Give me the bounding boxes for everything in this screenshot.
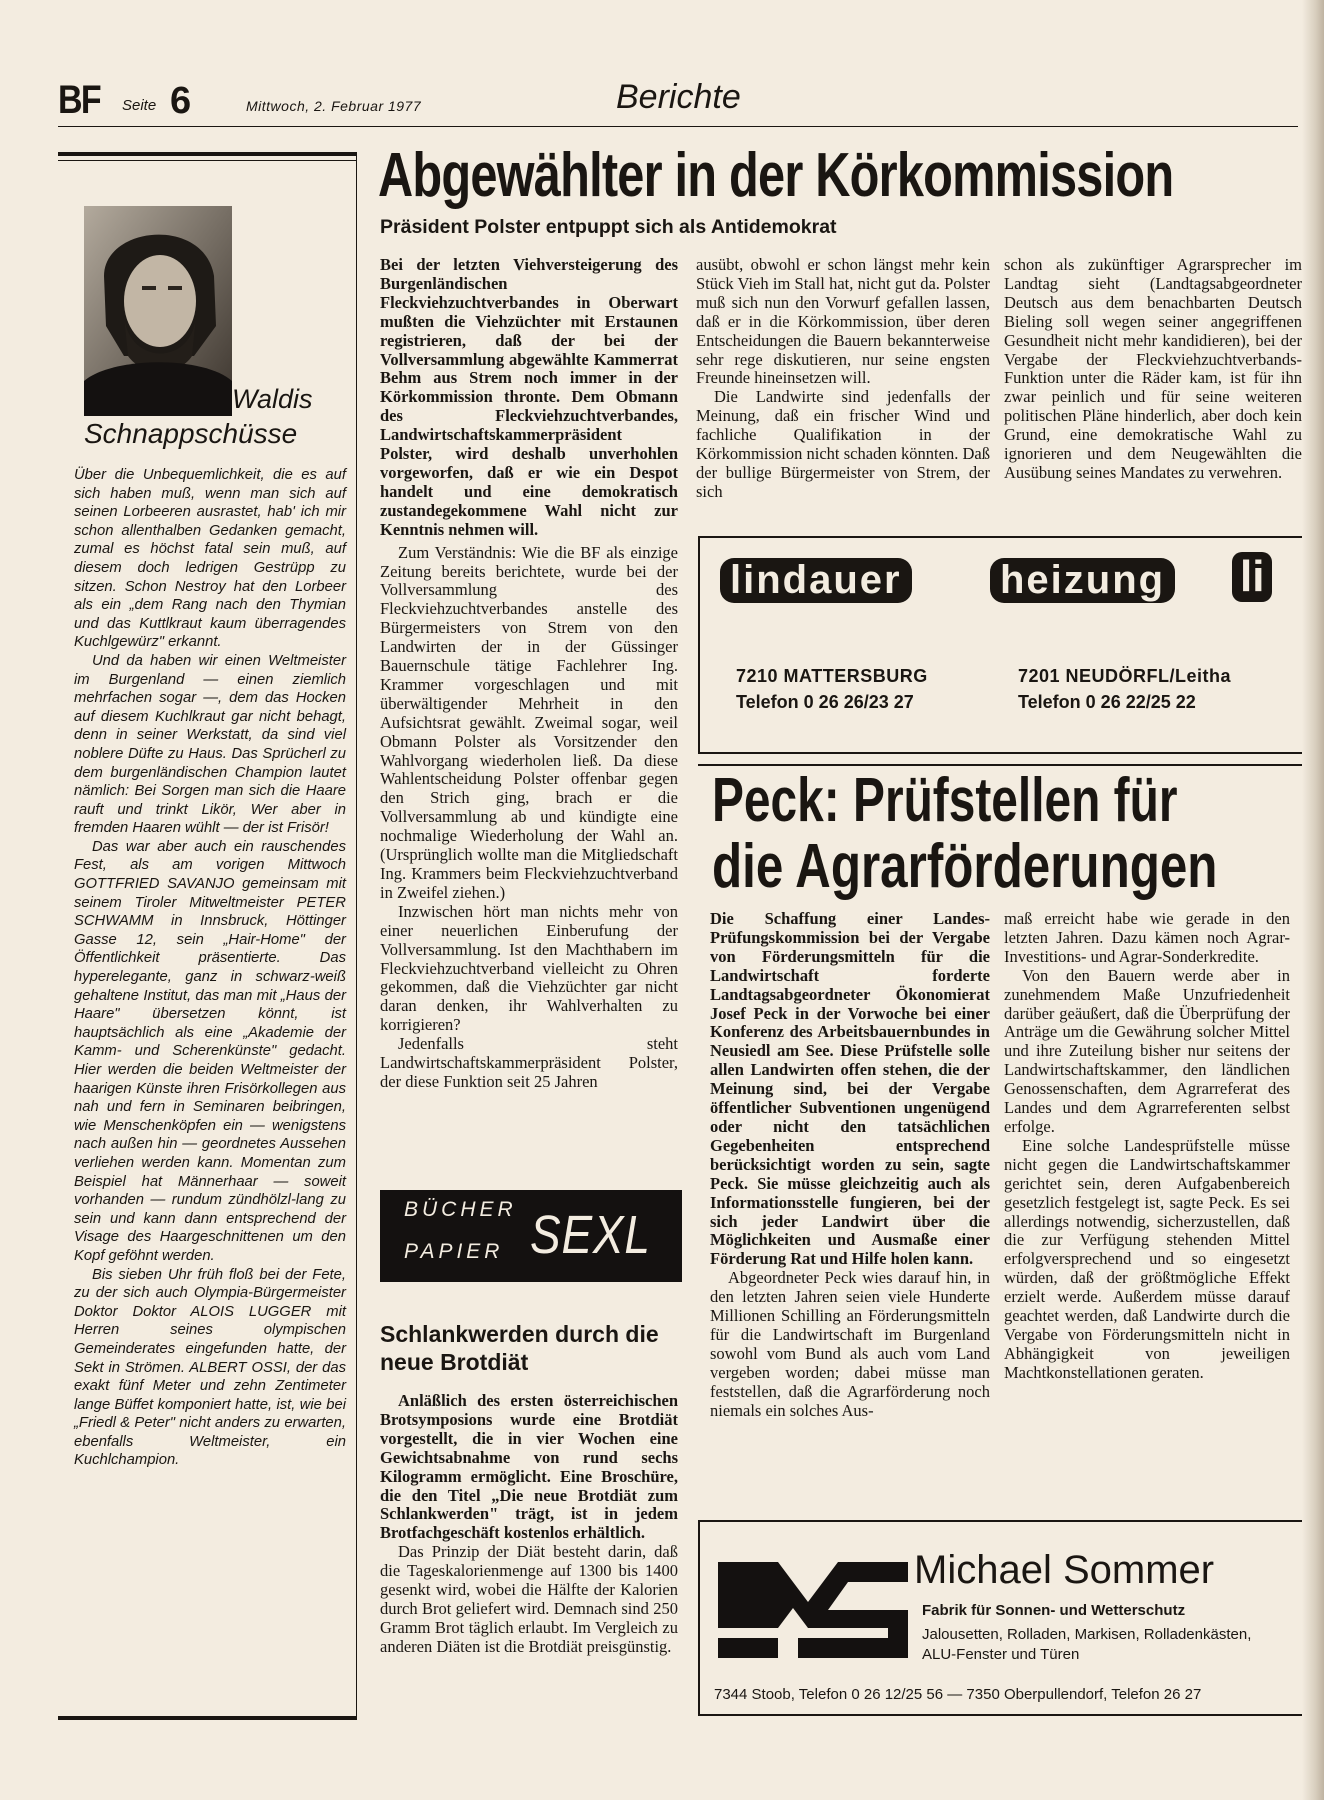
article3-headline-line2: die Agrarförderungen (712, 832, 1218, 901)
column-paragraph: Und da haben wir einen Weltmeister im Burgenland — einen ziemlich mehrfachen sogar —, dem das Hocken auf diesem Kuchlkraut gar nicht behagt, denn in seiner Werkstatt, da sind viel noblere Düfte zu Haus. Das Sprücherl zu dem burgenländischen Champion lautet nämlich: Bei Sorgen man sich die Haare rauft und trinkt Likör, Wer aber in fremden Haaren wühlt — der ist Frisör! (74, 652, 346, 837)
article1-subheadline: Präsident Polster entpuppt sich als Antidemokrat (380, 216, 837, 238)
columnist-photo (84, 206, 232, 416)
article3-paragraph: maß erreicht habe wie gerade in den letzten Jahren. Dazu kämen noch Agrar-Investitions- und Agrar-Sonderkredite. (1004, 909, 1290, 966)
article3-lead: Die Schaffung einer Landes-Prüfungskommission bei der Vergabe von Förderungsmitteln für die Landwirtschaft forderte Landtagsabgeordneter Ökonomierat Josef Peck in der Vorwoche bei einer Konferenz des Arbeitsbauernbundes in Neusiedl am See. Diese Prüfstelle solle allen Landwirten offen stehen, die der Meinung sind, bei der Vergabe öffentlicher Subventionen ungenügend oder nicht den tatsächlichen Gegebenheiten entsprechend berücksichtigt worden zu sein, sagte Peck. Sie müsse gleichzeitig auch als Informationsstelle fungieren, bei der sich jeder Landwirt über die Möglichkeiten und Ausmaße einer Förderung Rat und Hilfe holen kann. (710, 909, 990, 1269)
left-column-top-rule-thin (58, 160, 356, 161)
ad-lindauer-brand: lindauer (720, 558, 912, 603)
column-paragraph: Bis sieben Uhr früh floß bei der Fete, zu der sich auch Olympia-Bürgermeister Doktor Doktor ALOIS LUGGER mit Herren seines olympischen Gemeinderates eingefunden hatte, der Sekt in Strömen. ALBERT OSSI, der das exakt fünf Meter und zehn Zentimeter lange Büffet komponiert hatte, ist, wie bei „Friedl & Peter" nicht anders zu erwarten, ebenfalls Weltmeister, ein Kuchlchampion. (74, 1266, 346, 1469)
article3-column2 (1004, 910, 1290, 1383)
ad-lindauer-phone2: Telefon 0 26 22/25 22 (1018, 692, 1196, 712)
article3-paragraph: Abgeordneter Peck wies darauf hin, in den letzten Jahren seien viele Hunderte Millionen Schilling an Förderungsmitteln für die Landwirtschaft im Burgenland sowohl vom Bund als auch vom Land vergeben worden; dabei müsse man feststellen, daß die Agrarförderung noch niemals ein solches Aus- (710, 1268, 990, 1420)
article1-paragraph: Die Landwirte sind jedenfalls der Meinung, daß ein frischer Wind und fachliche Qualifikation in der Körkommission nicht schaden könnten. Daß der bullige Bürgermeister von Strem, der sich (696, 387, 990, 501)
left-column-top-rule (58, 152, 356, 156)
ad-sexl-line2: PAPIER (404, 1240, 504, 1263)
article3-paragraph: Eine solche Landesprüfstelle müsse nicht gegen die Landwirtschaftskammer gerichtet sein, deren Aufgabenbereich gesetzlich festgelegt ist, sagte Peck. Es sei allerdings notwendig, sicherzustellen, daß die zur Verfügung stehenden Mittel erfolgversprechend und so eingesetzt würden, daß der größtmögliche Effekt erzielt werde. Außerdem müsse darauf geachtet werden, daß Landwirte durch die Vergabe von Förderungsmitteln nicht in Abhängigkeit von jeweiligen Machtkonstellationen geraten. (1004, 1135, 1290, 1382)
ad-sexl-line1: BÜCHER (404, 1198, 517, 1221)
article1-headline: Abgewählter in der Körkommission (378, 141, 1174, 210)
masthead-rule (58, 126, 1298, 127)
column-divider (356, 152, 357, 1720)
article2-body (380, 1392, 678, 1657)
issue-date: Mittwoch, 2. Februar 1977 (246, 98, 422, 114)
ad-sommer-tagline: Fabrik für Sonnen- und Wetterschutz (922, 1602, 1186, 1619)
article2-paragraph: Das Prinzip der Diät besteht darin, daß die Tageskalorienmenge auf 1300 bis 1400 gesenkt wird, wobei die Hälfte der Kalorien durch Brot geliefert wird. Demnach sind 250 Gramm Brot täglich erlaubt. Im Vergleich zu anderen Diäten ist die Brotdiät preisgünstig. (380, 1542, 678, 1656)
page-number: 6 (170, 80, 192, 122)
seite-label: Seite (122, 97, 157, 114)
ms-logo-icon (718, 1562, 908, 1658)
paper-logo: BF (58, 78, 100, 122)
ad-sommer-products1: Jalousetten, Rolladen, Markisen, Rolladenkästen, (922, 1626, 1252, 1643)
column-paragraph: Über die Unbequemlichkeit, die es auf sich haben muß, wenn man sich auf seinen Lorbeeren ausrastet, hab' ich mir schon allenthalben Gedanken gemacht, zumal es höchst fatal sein muß, auf diesem doch ledrigen Gestrüpp zu sitzen. Schon Nestroy hat den Lorbeer als ein „dem Rang nach den Thymian und das Kuttlkraut kaum überragendes Kuchlgewürz" erkannt. (74, 467, 346, 651)
ad-michael-sommer (698, 1520, 1304, 1716)
ad-sexl-brand: SEXL (530, 1205, 651, 1265)
article1-paragraph: ausübt, obwohl er schon längst mehr kein Stück Vieh im Stall hat, nicht gut da. Polster muß sich nun den Vorwurf gefallen lassen, daß er in die Körkommission, über deren Entscheidungen die Bauern bekannterweise sehr rege diskutieren, nur seine engsten Freunde hineinsetzen will. (696, 255, 990, 388)
article3-headline-line1: Peck: Prüfstellen für (712, 766, 1178, 835)
ad-lindauer-phone1: Telefon 0 26 26/23 27 (736, 692, 914, 712)
ad-sexl (380, 1190, 682, 1282)
article3-paragraph: Von den Bauern werde aber in zunehmendem Maße Unzufriedenheit darüber geäußert, daß die Überprüfung der Anträge um die Gewährung solcher Mittel und ihre Zuteilung bisher nur seitens der Landwirtschaftskammer, den ländlichen Genossenschaften, dem Agrarreferat des Landes und dem Agrarreferenten selbst erfolge. (1004, 965, 1290, 1136)
article1-lead: Bei der letzten Viehversteigerung des Burgenländischen Fleckviehzuchtverbandes in Oberwart mußten die Viehzüchter mit Erstaunen registrieren, daß der bei der Vollversammlung abgewählte Kammerrat Behm aus Strem noch immer in der Körkommission thronte. Dem Obmann des Fleckviehzuchtverbandes, Landwirtschaftskammerpräsident Polster, wird deshalb unverhohlen vorgeworfen, daß er wie ein Despot handelt und eine demokratisch zustandegekommene Wahl nicht zur Kenntnis nehmen will. (380, 255, 678, 539)
column-title-schnappschuesse: Schnappschüsse (84, 418, 298, 449)
article1-column2 (696, 256, 990, 502)
ad-heizung-brand: heizung (990, 558, 1175, 603)
ad-lindauer-location1: 7210 MATTERSBURG (736, 666, 928, 686)
column-title-waldis: Waldis (232, 384, 313, 414)
article1-column3 (1004, 256, 1302, 483)
article3-column1 (710, 910, 990, 1420)
page-edge-shadow (1302, 0, 1324, 1800)
article2-lead: Anläßlich des ersten österreichischen Brotsymposions wurde eine Brotdiät vorgestellt, die in vier Wochen eine Gewichtsabnahme von rund sechs Kilogramm ermöglicht. Eine Broschüre, die den Titel „Die neue Brotdiät zum Schlankwerden" trägt, ist in jedem Brotfachgeschäft kostenlos erhältlich. (380, 1391, 678, 1543)
ad-lindauer-logo: li (1232, 552, 1272, 602)
ad-lindauer-heizung (698, 536, 1304, 754)
ad-sommer-name: Michael Sommer (914, 1548, 1215, 1592)
article1-paragraph: Jedenfalls steht Landwirtschaftskammerpräsident Polster, der diese Funktion seit 25 Jahren (380, 1034, 678, 1091)
article1-paragraph: Zum Verständnis: Wie die BF als einzige Zeitung bereits berichtete, wurde bei der Vollversammlung des Fleckviehzuchtverbandes anstelle des Bürgermeisters von Strem von den Landwirten der in der Güssinger Bauernschule tätige Fachlehrer Ing. Krammer vorgeschlagen und mit überwältigender Mehrheit in den Aufsichtsrat gewählt. Zweimal sogar, weil Obmann Polster als Vorsitzender den Wahlvorgang wiederholen ließ. Da diese Wahlentscheidung Polster offenbar gegen den Strich ging, brach er die Vollversammlung ab und kündigte eine nochmalige Wiederholung der Wahl an. (Ursprünglich wollte man die Mitgliedschaft Ing. Krammers beim Fleckviehzuchtverband in Zweifel ziehen.) (380, 542, 678, 902)
article2-headline: Schlankwerden durch die neue Brotdiät (380, 1321, 659, 1375)
column-paragraph: Das war aber auch ein rauschendes Fest, als am vorigen Mittwoch GOTTFRIED SAVANJO gemeinsam mit seinem Tiroler Mitweltmeister PETER SCHWAMM in Innsbruck, Höttinger Gasse 12, sein „Hair-Home" der Öffentlichkeit präsentierte. Das hyperelegante, ganz in schwarz-weiß gehaltene Institut, das man mit „Haus der Haare" übersetzen könnt, ist hauptsächlich als eine „Akademie der Kamm- und Scherenkünste" gedacht. Hier werden die beiden Weltmeister der haarigen Künste ihren Frisörkollegen aus nah und fern in Seminaren beibringen, wie Menschenköpfen ein — wenigstens nach außen hin — geordnetes Aussehen verliehen werden kann. Momentan zum Beispiel hat Männerhaar — soweit vorhanden — rundum zündhölzl-lang zu sein und kann dann entsprechend der Visage des Haargeschnittenen um den Kopf geföhnt werden. (74, 838, 346, 1264)
article1-paragraph: schon als zukünftiger Agrarsprecher im Landtag sieht (Landtagsabgeordneter Deutsch aus dem benachbarten Deutsch Bieling soll wegen seiner angegriffenen Gesundheit nicht mehr kandidieren), bei der Vergabe der Fleckviehzuchtverbands-Funktion unter die Räder kam, ist für ihn zwar peinlich und für seine weiteren politischen Pläne hinderlich, aber doch kein Grund, eine demokratische Wahl zu ignorieren und dem Neugewählten die Ausübung seines Mandates zu verwehren. (1004, 255, 1302, 482)
article1-paragraph: Inzwischen hört man nichts mehr von einer neuerlichen Einberufung der Vollversammlung. Ist den Machthabern im Fleckviehzuchtverband vielleicht zu Ohren gekommen, daß die Viehzüchter gar nicht daran denken, ihr Wahlverhalten zu korrigieren? (380, 901, 678, 1035)
column-left-text (74, 466, 346, 1470)
article1-column1 (380, 256, 678, 1092)
section-title: Berichte (616, 78, 741, 116)
masthead (58, 78, 1298, 126)
ad-sommer-contacts: 7344 Stoob, Telefon 0 26 12/25 56 — 7350 Oberpullendorf, Telefon 26 27 (714, 1686, 1202, 1703)
ad-lindauer-location2: 7201 NEUDÖRFL/Leitha (1018, 666, 1232, 686)
ad-sommer-products2: ALU-Fenster und Türen (922, 1646, 1080, 1663)
left-column-bottom-rule (58, 1716, 356, 1720)
